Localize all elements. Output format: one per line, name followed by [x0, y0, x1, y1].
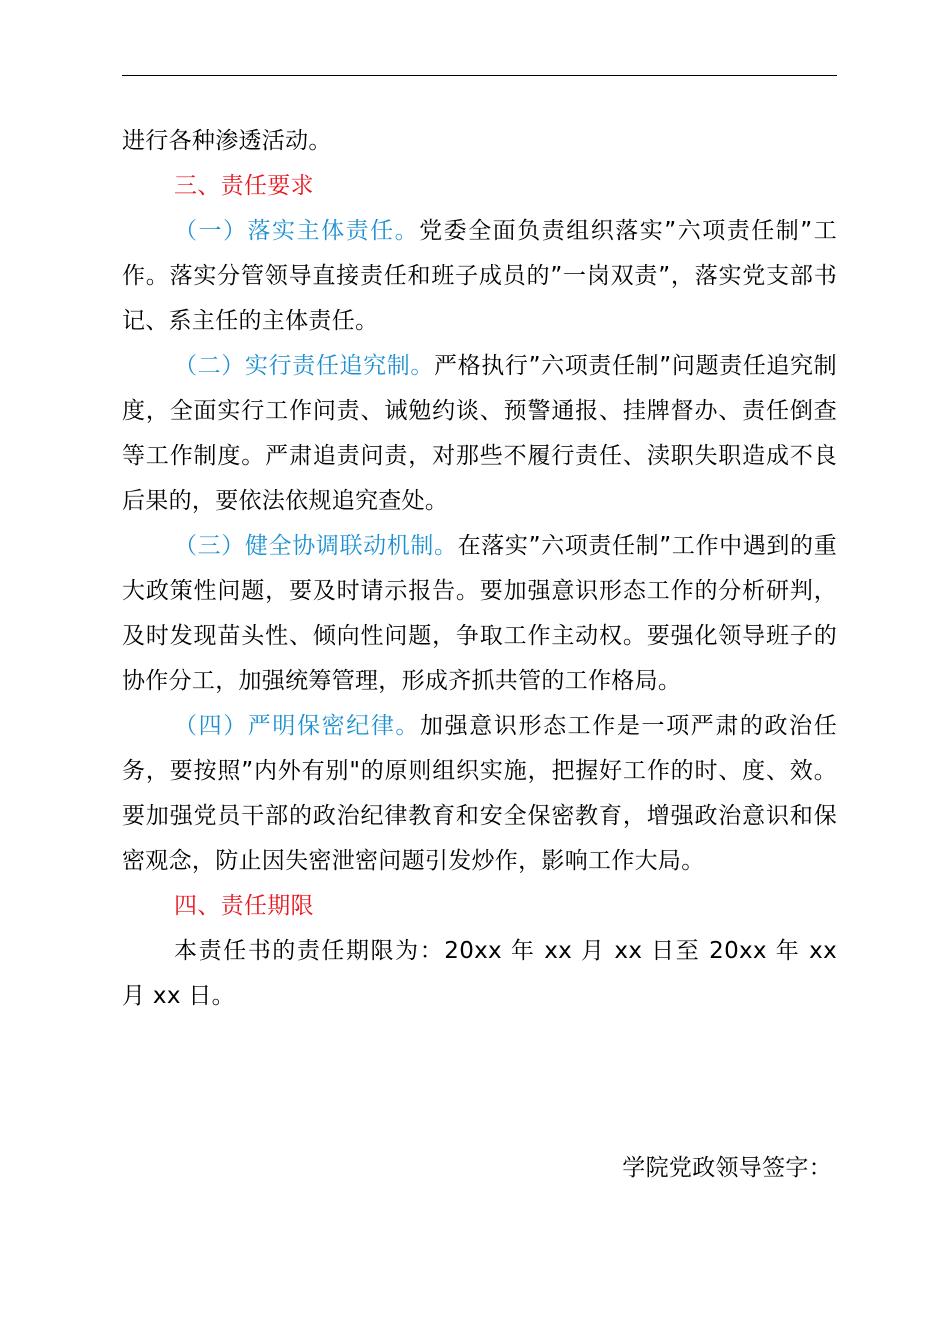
- item-2-body: 严格执行”六项责任制”问题责任追究制度，全面实行工作问责、诫勉约谈、预警通报、挂牌督办、责任倒查等工作制度。严肃追责问责，对那些不履行责任、渎职失职造成不良后果的，要依法依规追究查处。: [122, 353, 837, 514]
- continuation-paragraph: 进行各种渗透活动。: [122, 128, 332, 154]
- item-1-body: 党委全面负责组织落实”六项责任制”工作。落实分管领导直接责任和班子成员的”一岗双责”，落实党支部书记、系主任的主体责任。: [122, 218, 838, 334]
- section3-item-4: [122, 704, 837, 884]
- item-4-body: 加强意识形态工作是一项严肃的政治任务，要按照”内外有别"的原则组织实施，把握好工作的时、度、效。要加强党员干部的政治纪律教育和安全保密教育，增强政治意识和保密观念，防止因失密泄密问题引发炒作，影响工作大局。: [122, 713, 838, 874]
- signature-label: 学院党政领导签字：: [622, 1155, 832, 1181]
- term-paragraph: 本责任书的责任期限为：20xx 年 xx 月 xx 日至 20xx 年 xx 月 xx 日。: [122, 938, 837, 1009]
- item-3-title: （三）健全协调联动机制。: [174, 533, 458, 559]
- item-4-title: （四）严明保密纪律。: [174, 713, 421, 739]
- item-2-title: （二）实行责任追究制。: [174, 353, 435, 379]
- header-rule: [122, 75, 837, 76]
- section3-item-1: [122, 209, 837, 344]
- document-body: [122, 119, 837, 1019]
- section4-heading: 四、责任期限: [174, 893, 314, 919]
- section3-heading: 三、责任要求: [174, 173, 314, 199]
- section3-item-2: [122, 344, 837, 524]
- item-1-title: （一）落实主体责任。: [174, 218, 420, 244]
- section3-item-3: [122, 524, 837, 704]
- item-3-body: 在落实”六项责任制”工作中遇到的重大政策性问题，要及时请示报告。要加强意识形态工作的分析研判，及时发现苗头性、倾向性问题，争取工作主动权。要强化领导班子的协作分工，加强统筹管理，形成齐抓共管的工作格局。: [122, 533, 837, 694]
